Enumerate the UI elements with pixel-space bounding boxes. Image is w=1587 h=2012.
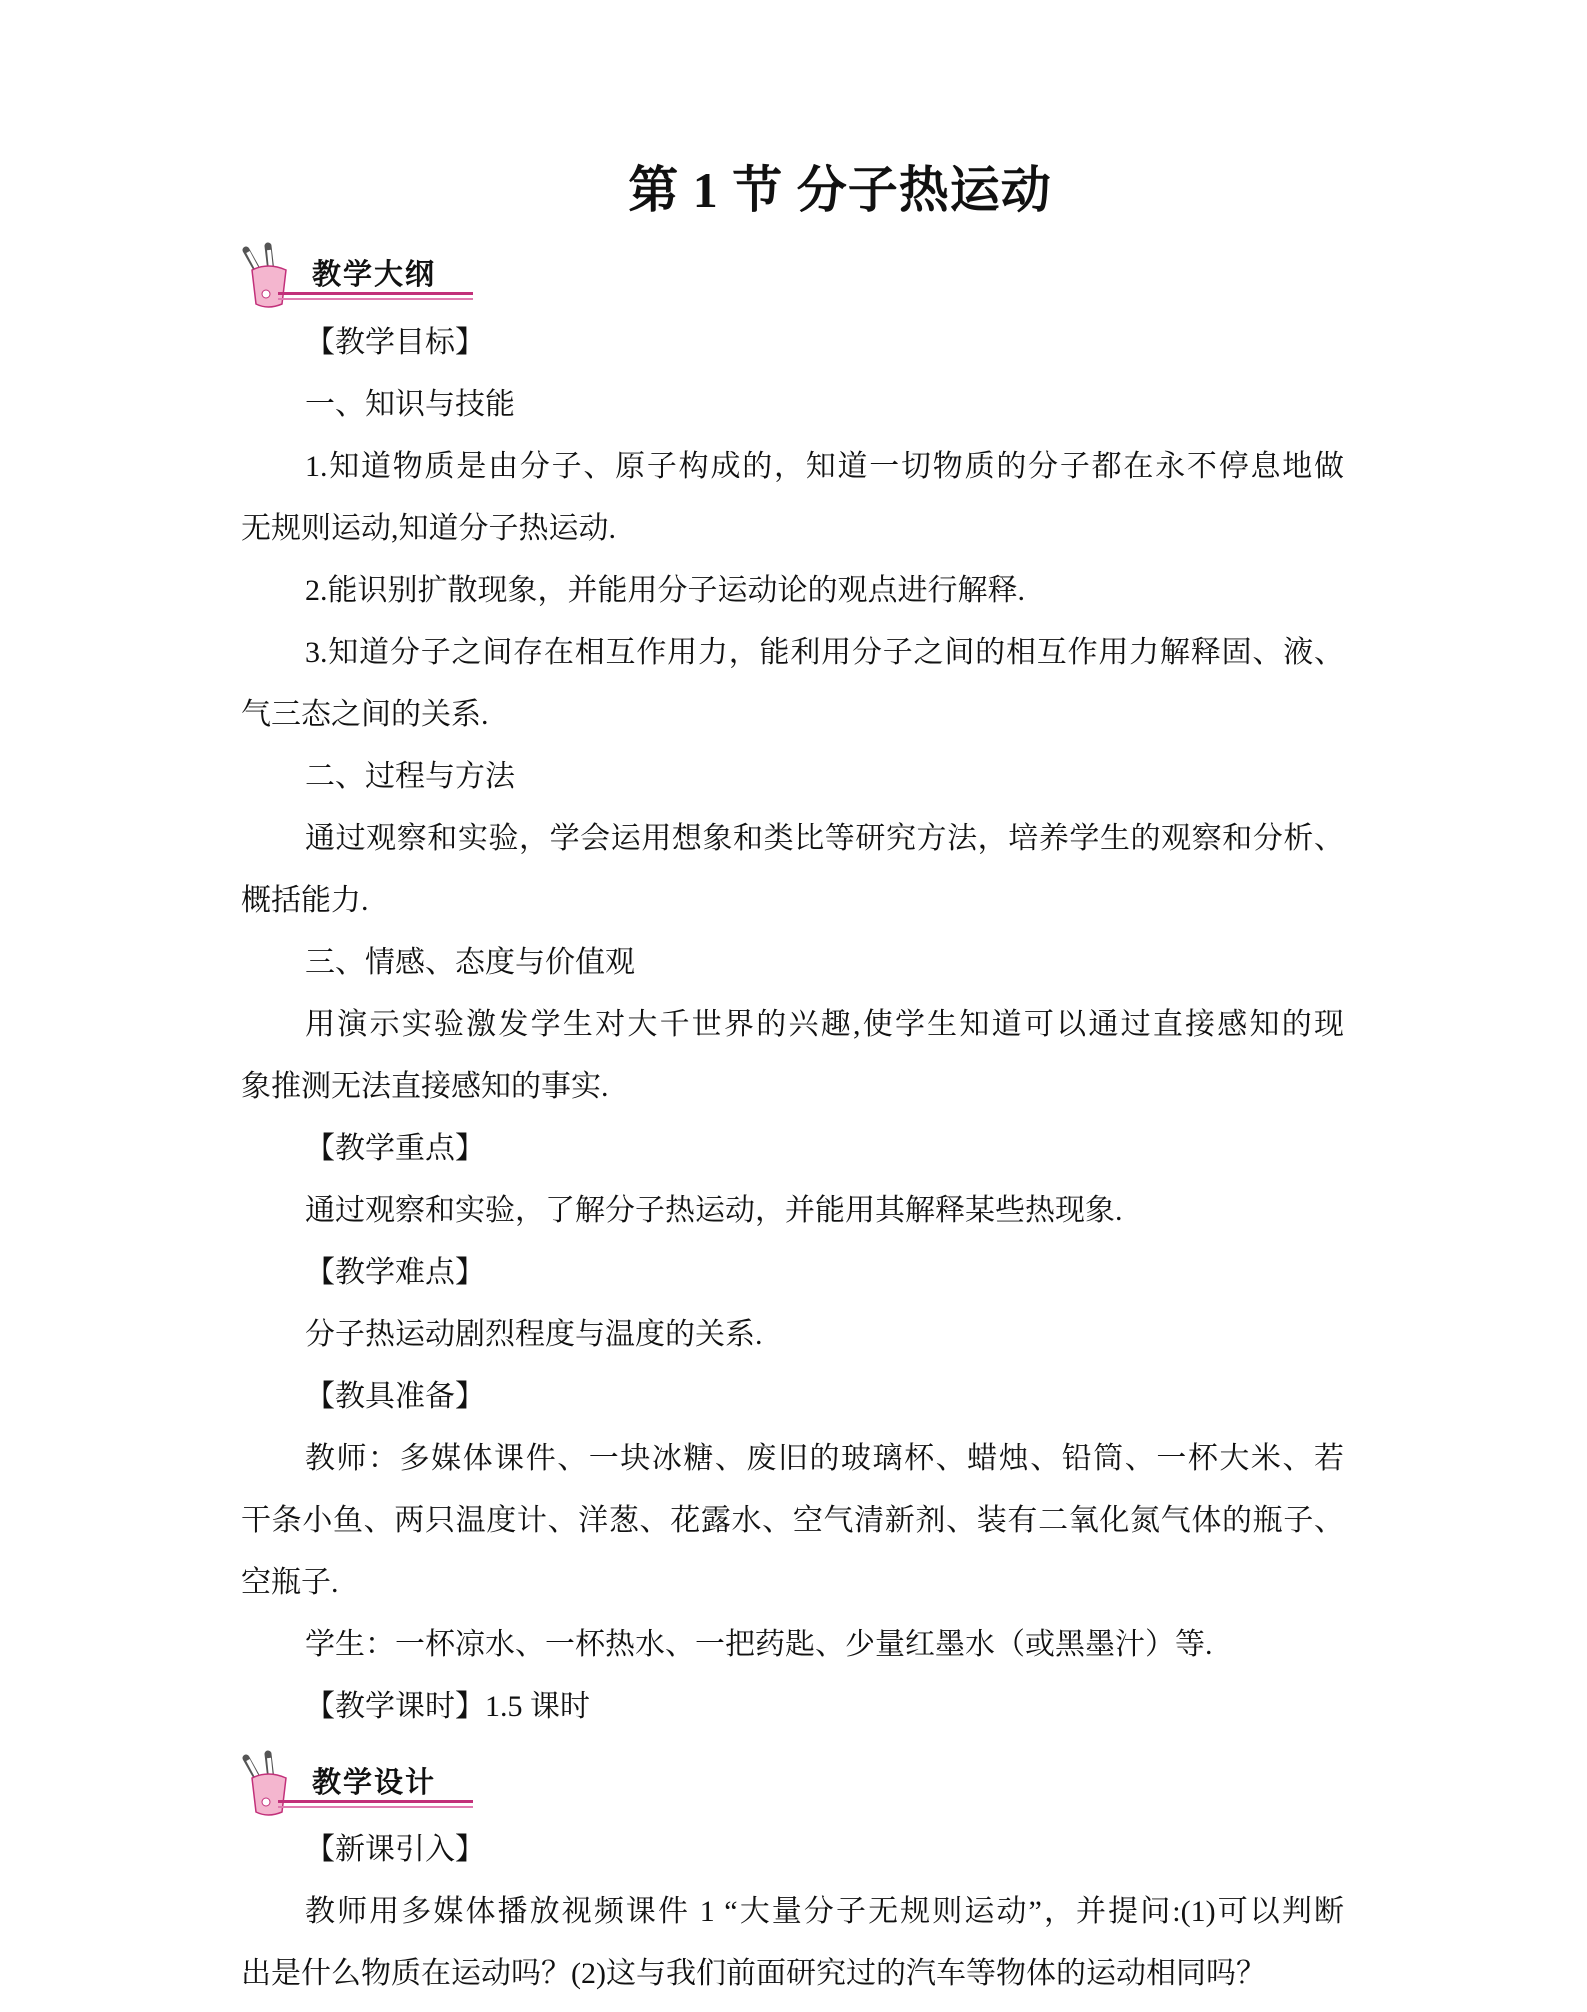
text-line: 一、知识与技能	[305, 388, 515, 421]
text-line: 3.知道分子之间存在相互作用力，能利用分子之间的相互作用力解释固、液、	[305, 636, 1344, 669]
text-line: 通过观察和实验，了解分子热运动，并能用其解释某些热现象.	[305, 1194, 1123, 1227]
text-line: 【教学重点】	[305, 1132, 485, 1165]
text-line: 二、过程与方法	[305, 760, 515, 793]
design-section	[241, 1819, 1344, 2005]
text-line: 出是什么物质在运动吗？(2)这与我们前面研究过的汽车等物体的运动相同吗？	[241, 1957, 1266, 1990]
text-line: 用演示实验激发学生对大千世界的兴趣,使学生知道可以通过直接感知的现	[305, 1008, 1344, 1041]
text-line: 空瓶子.	[241, 1566, 339, 1599]
text-line: 【教学课时】1.5 课时	[305, 1690, 590, 1723]
section-badge-outline	[238, 242, 478, 308]
section-title-design: 教学设计	[312, 1765, 437, 1799]
text-line: 象推测无法直接感知的事实.	[241, 1070, 609, 1103]
text-line: 无规则运动,知道分子热运动.	[241, 512, 616, 545]
text-line: 三、情感、态度与价值观	[305, 946, 635, 979]
divider	[278, 298, 473, 300]
text-line: 教师：多媒体课件、一块冰糖、废旧的玻璃杯、蜡烛、铅筒、一杯大米、若	[305, 1442, 1344, 1475]
text-line: 分子热运动剧烈程度与温度的关系.	[305, 1318, 763, 1351]
text-line: 通过观察和实验，学会运用想象和类比等研究方法，培养学生的观察和分析、	[305, 822, 1344, 855]
text-line: 2.能识别扩散现象，并能用分子运动论的观点进行解释.	[305, 574, 1025, 607]
text-line: 【教具准备】	[305, 1380, 485, 1413]
text-line: 【新课引入】	[305, 1833, 485, 1866]
text-line: 【教学目标】	[305, 326, 485, 359]
divider	[278, 1806, 473, 1808]
text-line: 【教学难点】	[305, 1256, 485, 1289]
text-line: 教师用多媒体播放视频课件 1 “大量分子无规则运动”，并提问:(1)可以判断	[305, 1895, 1344, 1928]
divider	[278, 292, 473, 295]
pen-holder-icon	[238, 1750, 318, 1820]
page-title: 第 1 节 分子热运动	[628, 162, 1052, 218]
pen-holder-icon	[238, 242, 318, 312]
section-title-outline: 教学大纲	[312, 257, 437, 291]
outline-section	[241, 312, 1344, 1738]
divider	[278, 1800, 473, 1803]
text-line: 学生：一杯凉水、一杯热水、一把药匙、少量红墨水（或黑墨汁）等.	[305, 1628, 1213, 1661]
text-line: 1.知道物质是由分子、原子构成的，知道一切物质的分子都在永不停息地做	[305, 450, 1344, 483]
text-line: 干条小鱼、两只温度计、洋葱、花露水、空气清新剂、装有二氧化氮气体的瓶子、	[241, 1504, 1344, 1537]
text-line: 气三态之间的关系.	[241, 698, 489, 731]
section-badge-design	[238, 1750, 478, 1816]
text-line: 概括能力.	[241, 884, 369, 917]
